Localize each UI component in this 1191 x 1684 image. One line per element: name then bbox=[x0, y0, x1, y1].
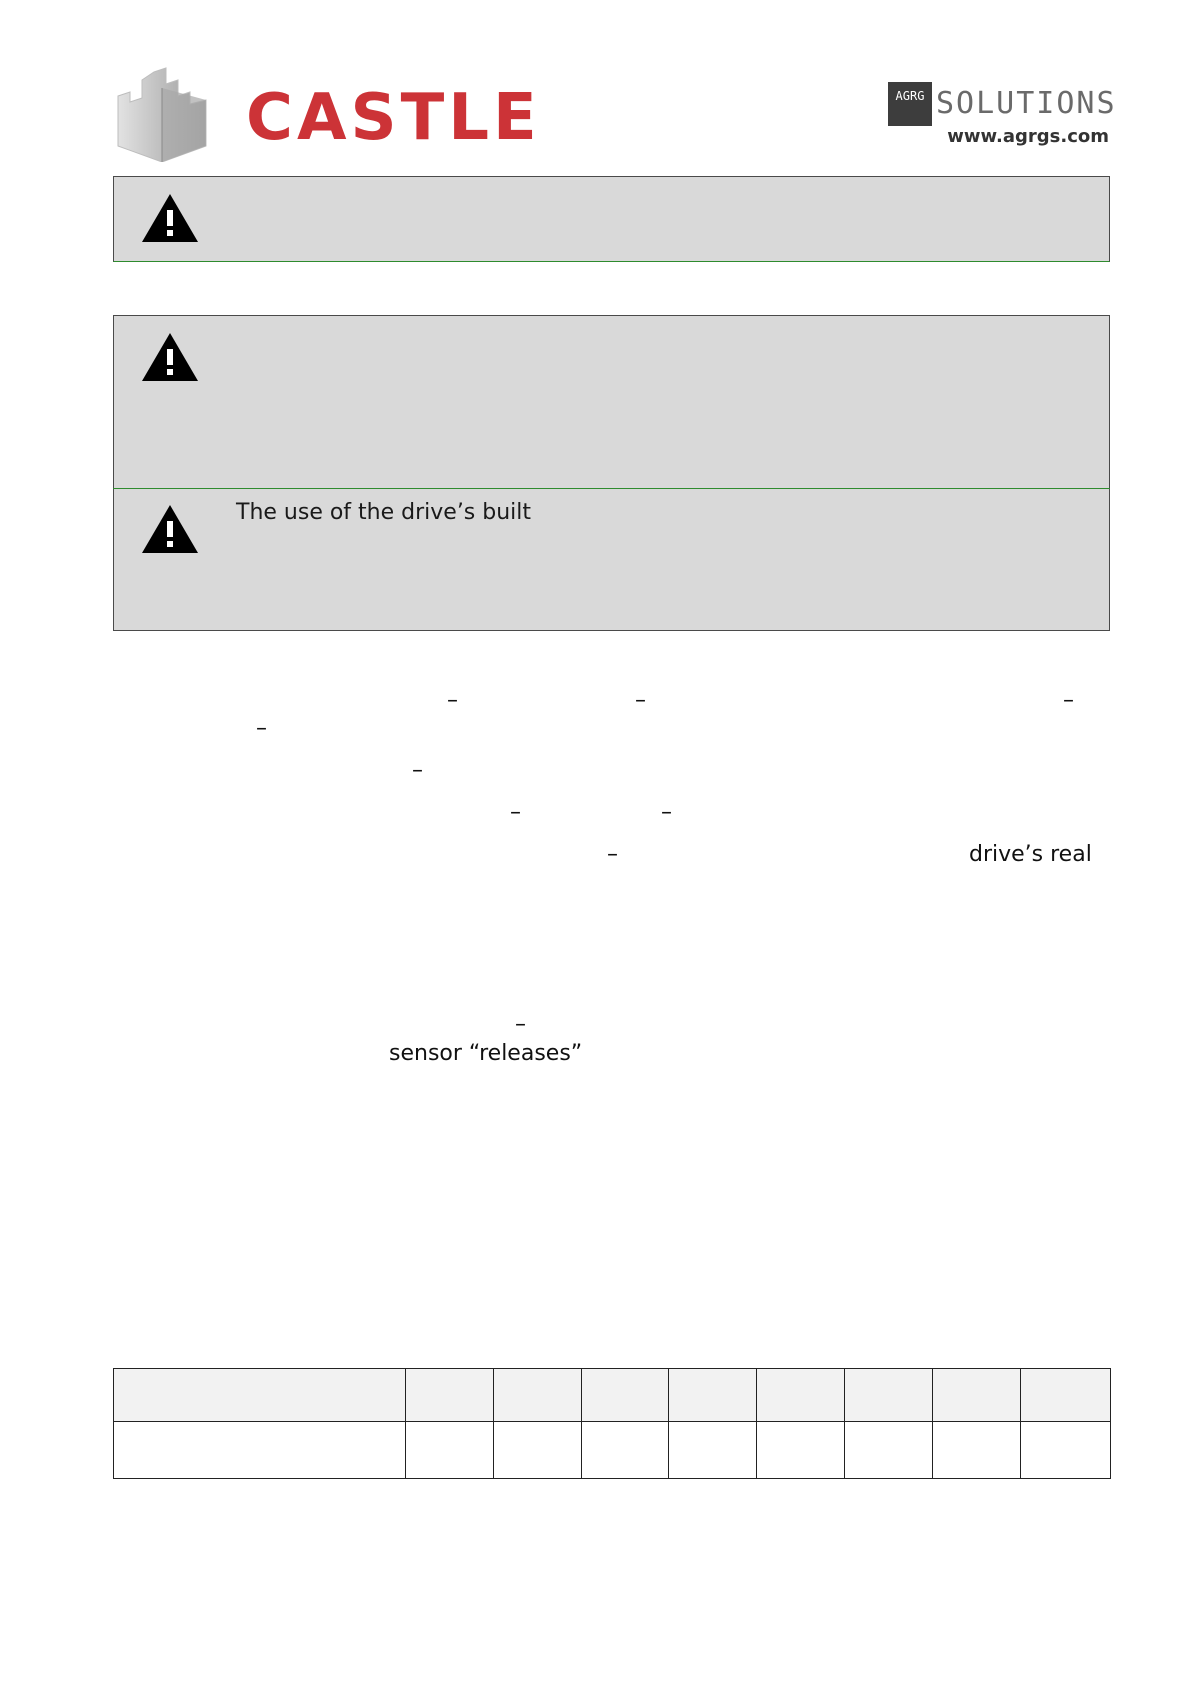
spec-table bbox=[113, 1368, 1111, 1479]
table-cell bbox=[933, 1422, 1021, 1479]
warning-panel-3-text: The use of the drive’s built bbox=[236, 500, 532, 525]
dash-mark: – bbox=[607, 842, 618, 867]
table-cell bbox=[757, 1422, 845, 1479]
table-cell bbox=[1021, 1369, 1111, 1422]
dash-mark: – bbox=[661, 800, 672, 825]
body-text-fragment: drive’s real bbox=[969, 842, 1092, 867]
table-cell bbox=[669, 1369, 757, 1422]
table-cell bbox=[757, 1369, 845, 1422]
dash-mark: – bbox=[256, 716, 267, 741]
table-cell bbox=[669, 1422, 757, 1479]
table-cell bbox=[405, 1422, 493, 1479]
partner-logo-text: SOLUTIONS bbox=[936, 86, 1117, 121]
table-header-row bbox=[114, 1369, 1111, 1422]
castle-tower-icon bbox=[112, 66, 212, 162]
warning-panel-1 bbox=[113, 176, 1110, 262]
table-cell bbox=[1021, 1422, 1111, 1479]
table-cell bbox=[114, 1422, 406, 1479]
dash-mark: – bbox=[510, 800, 521, 825]
warning-triangle-icon bbox=[140, 503, 200, 555]
warning-triangle-icon bbox=[140, 192, 200, 244]
table-cell bbox=[405, 1369, 493, 1422]
brand-logo-text: CASTLE bbox=[246, 81, 541, 155]
table-cell bbox=[581, 1422, 669, 1479]
website-link[interactable]: www.agrgs.com bbox=[947, 126, 1109, 147]
warning-panel-2 bbox=[113, 315, 1110, 631]
table-cell bbox=[493, 1422, 581, 1479]
dash-mark: – bbox=[515, 1012, 526, 1037]
table-cell bbox=[845, 1422, 933, 1479]
dash-mark: – bbox=[447, 688, 458, 713]
table-cell bbox=[845, 1369, 933, 1422]
partner-logo-mark: AGRG bbox=[888, 82, 932, 126]
table-row bbox=[114, 1422, 1111, 1479]
table-cell bbox=[493, 1369, 581, 1422]
table-cell bbox=[114, 1369, 406, 1422]
body-text-fragment: sensor “releases” bbox=[389, 1041, 583, 1066]
panel-divider bbox=[113, 488, 1110, 489]
dash-mark: – bbox=[635, 688, 646, 713]
dash-mark: – bbox=[1063, 688, 1074, 713]
warning-triangle-icon bbox=[140, 331, 200, 383]
table-cell bbox=[933, 1369, 1021, 1422]
dash-mark: – bbox=[412, 758, 423, 783]
table-cell bbox=[581, 1369, 669, 1422]
